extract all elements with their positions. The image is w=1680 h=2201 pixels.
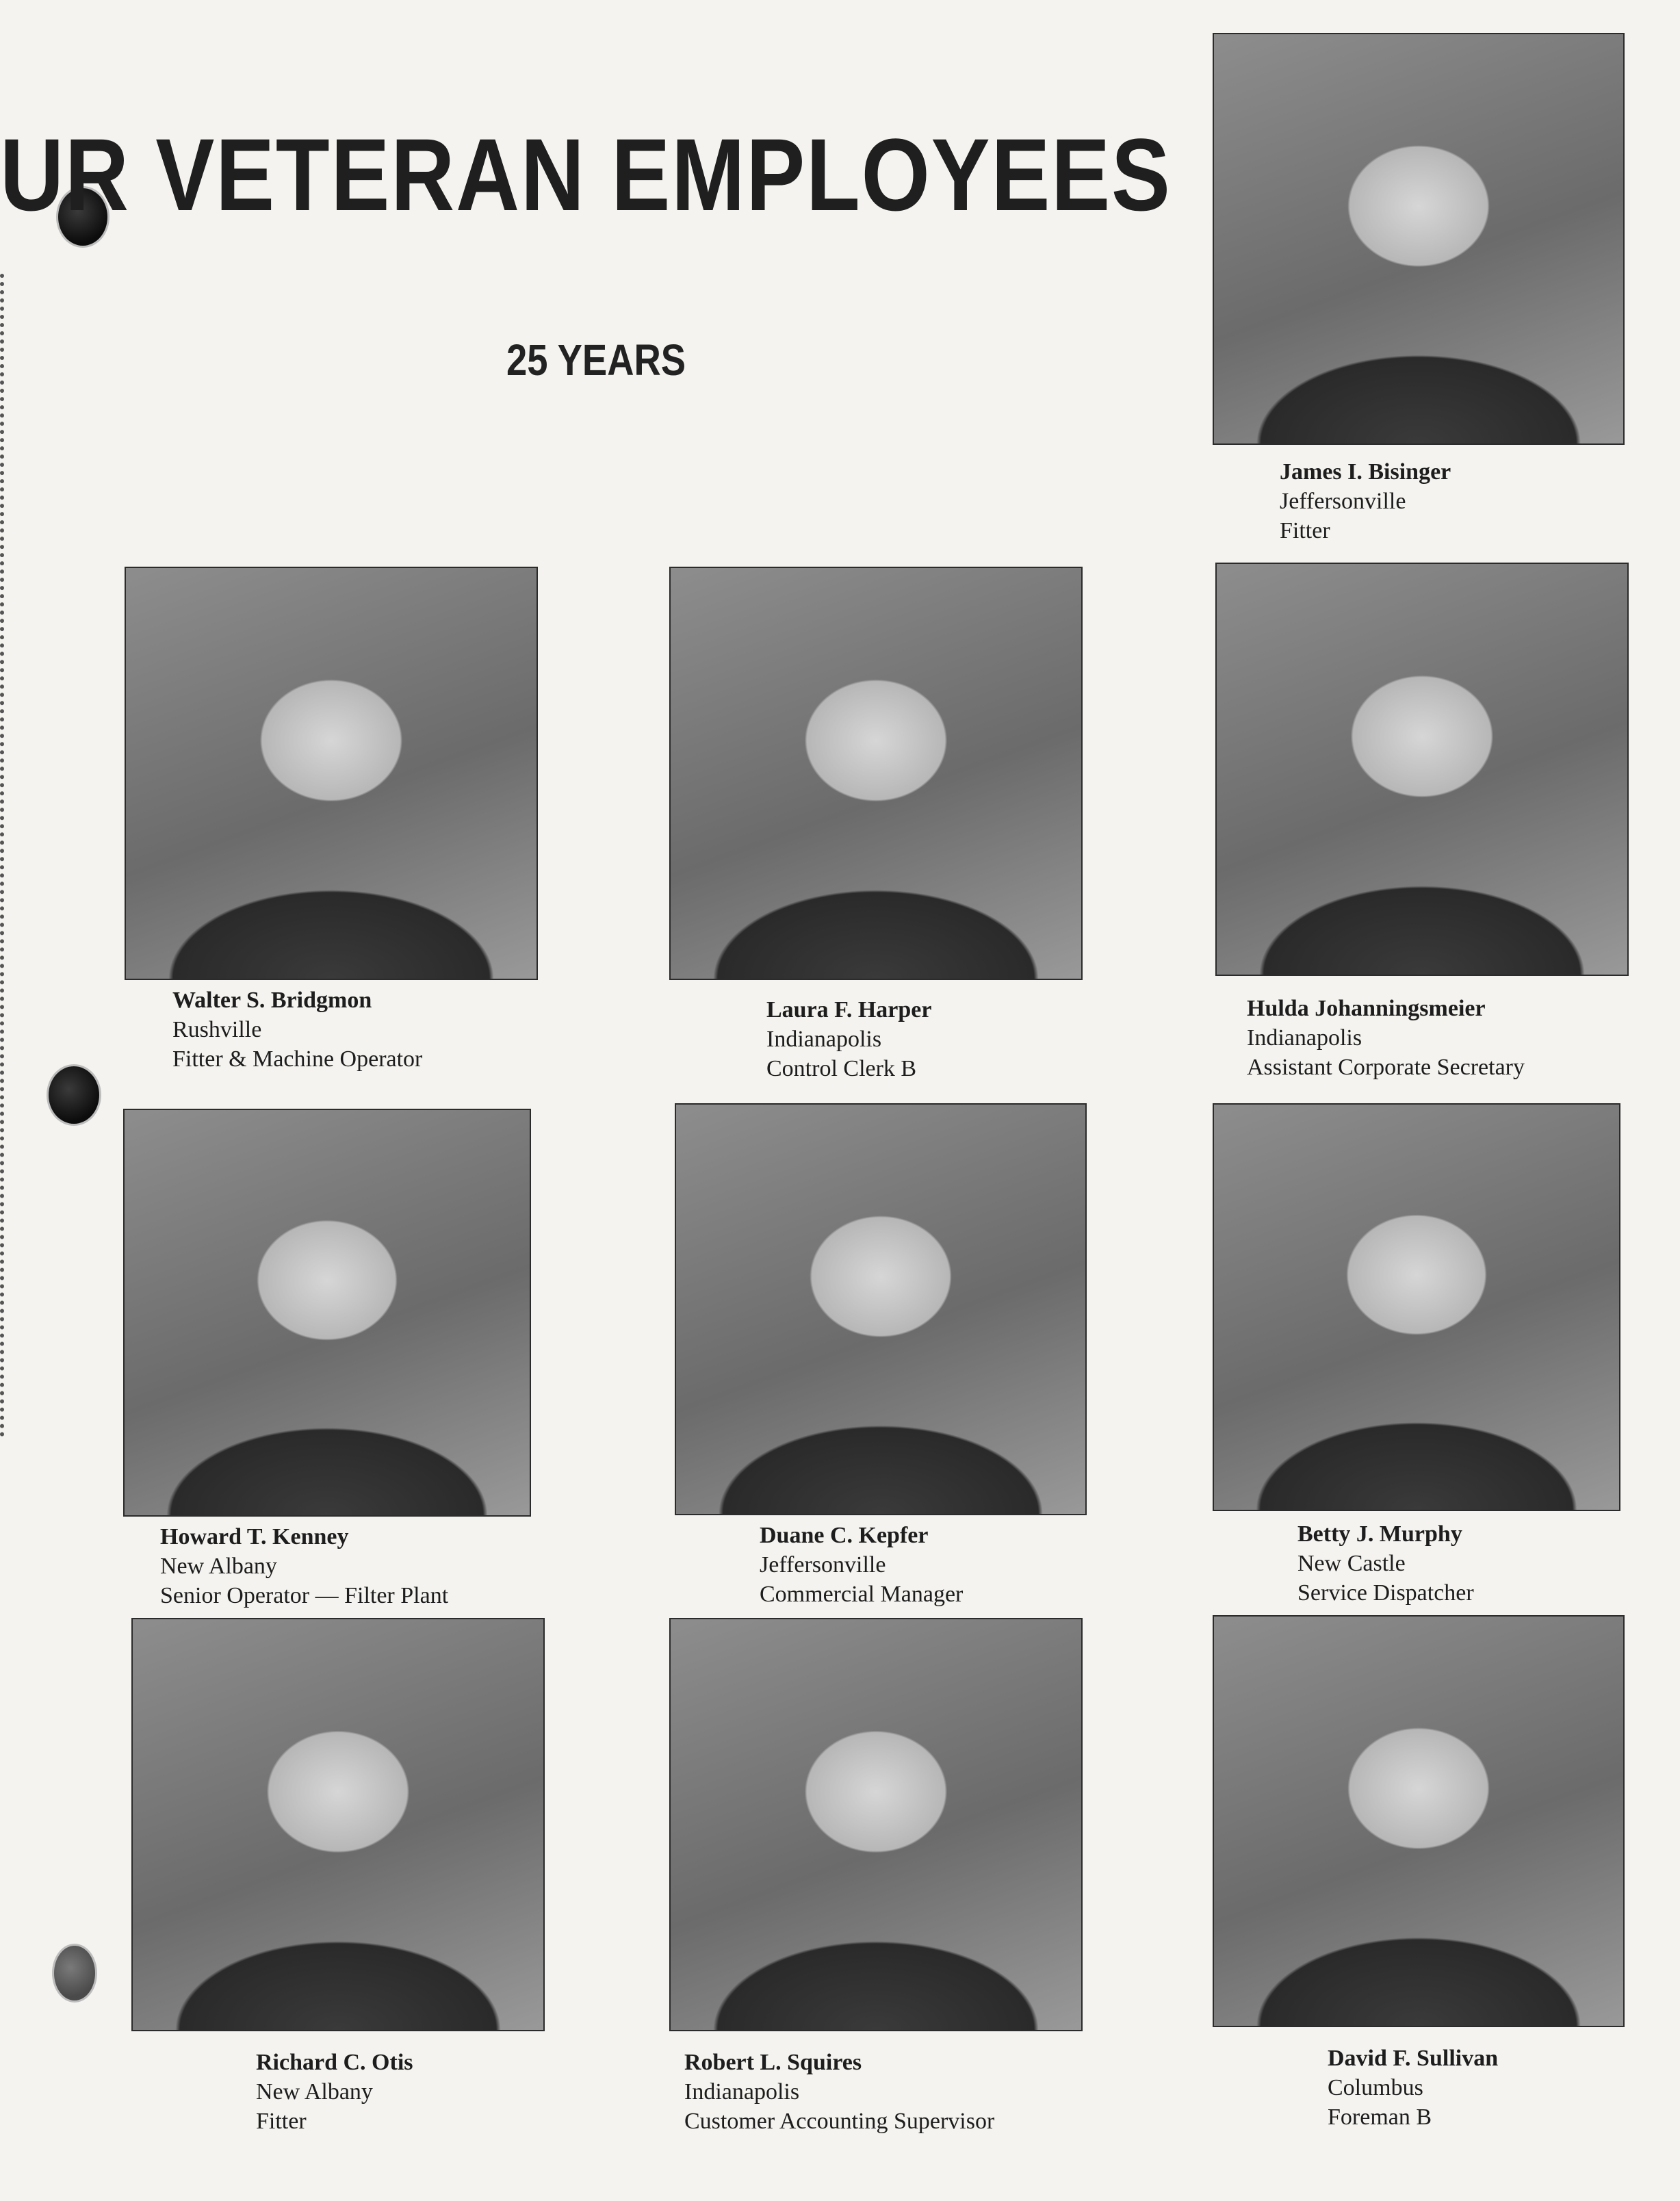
employee-city: Rushville	[172, 1017, 262, 1042]
employee-photo	[1213, 1103, 1620, 1511]
employee-role: Commercial Manager	[760, 1582, 964, 1607]
employee-role: Customer Accounting Supervisor	[684, 2109, 995, 2134]
employee-city: Jeffersonville	[1280, 489, 1406, 514]
employee-photo	[669, 567, 1083, 980]
employee-role: Foreman B	[1328, 2105, 1432, 2130]
employee-caption	[172, 986, 422, 1074]
employee-role: Fitter & Machine Operator	[172, 1046, 423, 1072]
employee-photo	[125, 567, 538, 980]
employee-city: Indianapolis	[1247, 1025, 1362, 1051]
employee-caption	[1280, 457, 1451, 545]
employee-name: Howard T. Kenney	[160, 1524, 349, 1549]
employee-city: Jeffersonville	[760, 1552, 886, 1578]
employee-caption	[684, 2048, 994, 2136]
employee-role: Fitter	[256, 2109, 307, 2134]
employee-photo	[1215, 563, 1629, 976]
page-title: UR VETERAN EMPLOYEES	[0, 117, 1172, 232]
employee-caption	[1297, 1519, 1474, 1608]
employee-role: Service Dispatcher	[1297, 1580, 1474, 1606]
employee-name: Richard C. Otis	[256, 2050, 413, 2075]
employee-photo	[131, 1618, 545, 2031]
employee-role: Assistant Corporate Secretary	[1247, 1055, 1525, 1080]
section-subtitle: 25 YEARS	[506, 335, 686, 385]
employee-photo	[669, 1618, 1083, 2031]
employee-role: Control Clerk B	[766, 1056, 917, 1081]
employee-city: Indianapolis	[766, 1027, 882, 1052]
employee-name: Hulda Johanningsmeier	[1247, 996, 1486, 1021]
employee-caption	[160, 1522, 448, 1610]
employee-city: New Albany	[256, 2079, 373, 2105]
employee-photo	[1213, 33, 1625, 445]
employee-city: New Albany	[160, 1554, 277, 1579]
employee-caption	[766, 995, 931, 1083]
employee-role: Senior Operator — Filter Plant	[160, 1583, 449, 1608]
employee-caption	[760, 1521, 963, 1609]
employee-name: David F. Sullivan	[1328, 2046, 1499, 2071]
employee-name: James I. Bisinger	[1280, 459, 1451, 485]
binder-hole-middle	[47, 1064, 101, 1126]
binder-hole-bottom	[52, 1944, 97, 2003]
binder-edge	[0, 274, 4, 1437]
employee-caption	[1328, 2044, 1498, 2132]
employee-name: Laura F. Harper	[766, 997, 932, 1022]
employee-photo	[1213, 1615, 1625, 2027]
employee-city: Columbus	[1328, 2075, 1423, 2100]
employee-caption	[256, 2048, 413, 2136]
employee-city: New Castle	[1297, 1551, 1406, 1576]
employee-city: Indianapolis	[684, 2079, 800, 2105]
employee-name: Robert L. Squires	[684, 2050, 862, 2075]
employee-role: Fitter	[1280, 518, 1330, 543]
employee-name: Betty J. Murphy	[1297, 1521, 1462, 1547]
employee-name: Walter S. Bridgmon	[172, 988, 372, 1013]
employee-photo	[675, 1103, 1087, 1515]
employee-photo	[123, 1109, 531, 1517]
employee-caption	[1247, 994, 1525, 1082]
employee-name: Duane C. Kepfer	[760, 1523, 929, 1548]
